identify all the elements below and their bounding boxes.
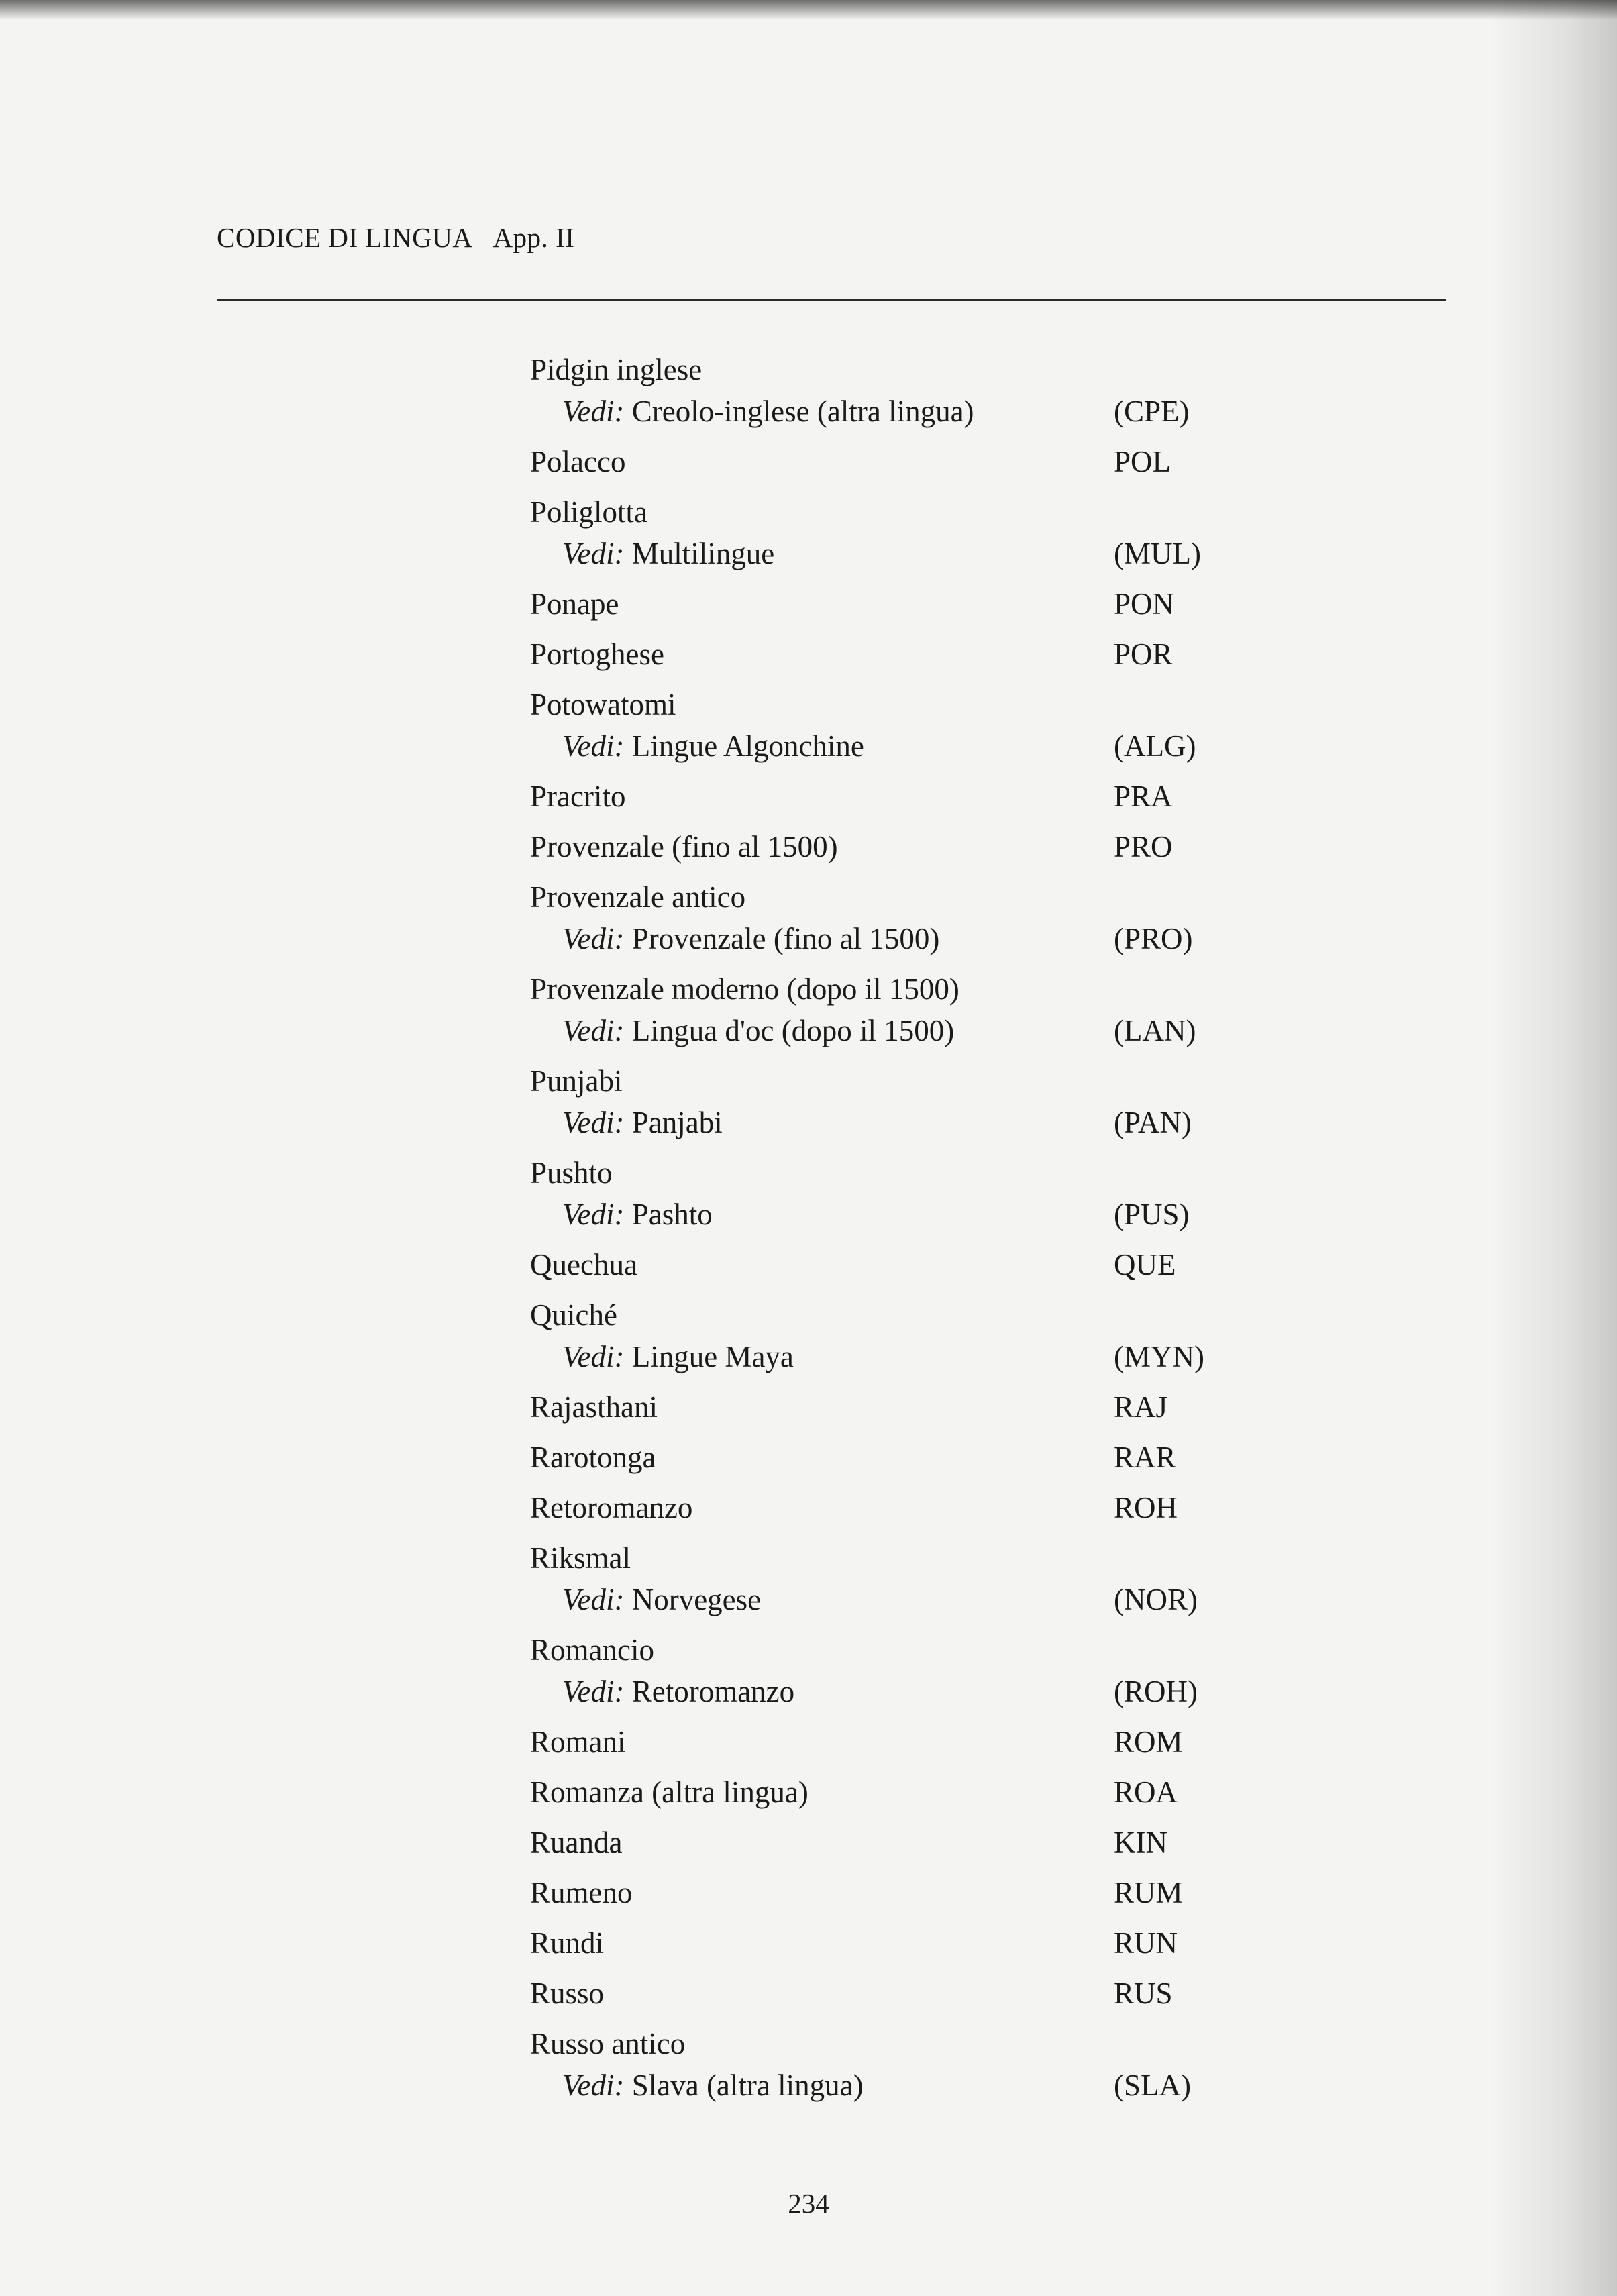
list-item [530, 1152, 1214, 1235]
see-reference: Norvegese [631, 1583, 762, 1616]
entry-term-line [530, 1152, 1214, 1194]
list-item [530, 1060, 1214, 1143]
entry-term: Retoromanzo [530, 1491, 693, 1524]
list-item [530, 1771, 1214, 1813]
list-item [530, 776, 1214, 817]
entry-code: POL [1114, 445, 1171, 478]
entry-term: Polacco [530, 445, 626, 478]
entry-term: Portoghese [530, 637, 664, 671]
see-reference: Pashto [631, 1198, 713, 1231]
entry-code: RUS [1114, 1977, 1173, 2010]
entry-code: KIN [1114, 1826, 1167, 1859]
entry-term: Pidgin inglese [530, 353, 702, 386]
entry-term: Rajasthani [530, 1390, 658, 1424]
entry-term-line [530, 1294, 1214, 1336]
see-reference-code: (NOR) [1114, 1583, 1198, 1616]
entry-term: Pracrito [530, 780, 626, 813]
list-item [530, 826, 1214, 868]
entry-term-line [530, 1922, 1214, 1964]
entry-term: Provenzale antico [530, 880, 746, 914]
see-reference-code: (ALG) [1114, 729, 1196, 763]
see-reference: Lingue Maya [631, 1340, 794, 1373]
page-edge-shadow [1490, 0, 1617, 2296]
entry-term: Romancio [530, 1633, 654, 1667]
entry-term-line [530, 349, 1214, 390]
entry-see-line [530, 725, 1214, 767]
entry-term-line [530, 1721, 1214, 1763]
entry-term: Ponape [530, 587, 619, 621]
list-item [530, 2023, 1214, 2106]
entry-see-line [530, 2065, 1214, 2106]
see-reference-code: (PUS) [1114, 1198, 1190, 1231]
see-reference-code: (ROH) [1114, 1675, 1198, 1708]
entry-term-line [530, 1973, 1214, 2014]
entry-term: Quechua [530, 1248, 637, 1282]
entry-see-line [530, 1194, 1214, 1235]
entry-term-line [530, 1629, 1214, 1671]
entry-see-line [530, 1102, 1214, 1143]
see-reference-code: (CPE) [1114, 395, 1190, 428]
entry-see-line [530, 533, 1214, 574]
entry-code: QUE [1114, 1248, 1176, 1282]
entry-term: Riksmal [530, 1541, 631, 1575]
header-section: App. II [492, 222, 575, 253]
entry-code: RUM [1114, 1876, 1183, 1910]
entry-see-line [530, 1671, 1214, 1712]
entry-code: ROM [1114, 1725, 1183, 1759]
entry-term: Russo [530, 1977, 605, 2010]
entry-term: Punjabi [530, 1064, 623, 1098]
list-item [530, 876, 1214, 959]
see-reference: Lingua d'oc (dopo il 1500) [631, 1014, 955, 1047]
entry-term-line [530, 968, 1214, 1010]
entry-code: RAJ [1114, 1390, 1168, 1424]
header-title: CODICE DI LINGUA [217, 222, 473, 253]
see-label: Vedi: [562, 2069, 625, 2102]
running-header [217, 221, 574, 254]
entry-term: Provenzale (fino al 1500) [530, 830, 838, 864]
see-label: Vedi: [562, 537, 625, 570]
entry-term-line [530, 876, 1214, 918]
see-reference-code: (MUL) [1114, 537, 1201, 570]
see-reference-code: (SLA) [1114, 2069, 1191, 2102]
entry-see-line [530, 1579, 1214, 1620]
list-item [530, 1386, 1214, 1428]
entry-term-line [530, 1437, 1214, 1478]
entry-term: Rarotonga [530, 1441, 656, 1474]
entry-term-line [530, 441, 1214, 482]
see-reference: Retoromanzo [631, 1675, 795, 1708]
entry-code: ROH [1114, 1491, 1178, 1524]
entry-term: Provenzale moderno (dopo il 1500) [530, 972, 959, 1006]
list-item [530, 1721, 1214, 1763]
see-reference: Provenzale (fino al 1500) [631, 922, 940, 955]
entry-term-line [530, 684, 1214, 725]
entry-term-line [530, 776, 1214, 817]
see-label: Vedi: [562, 1106, 625, 1139]
list-item [530, 968, 1214, 1051]
entry-term-line [530, 583, 1214, 625]
see-reference: Multilingue [631, 537, 775, 570]
entry-term-line [530, 1060, 1214, 1102]
page-number: 234 [788, 2188, 829, 2219]
list-item [530, 633, 1214, 675]
list-item [530, 1294, 1214, 1377]
see-label: Vedi: [562, 1014, 625, 1047]
entry-term-line [530, 1537, 1214, 1579]
entry-code: RUN [1114, 1926, 1178, 1960]
see-reference-code: (PAN) [1114, 1106, 1192, 1139]
entry-term-line [530, 633, 1214, 675]
see-label: Vedi: [562, 1340, 625, 1373]
entry-term-line [530, 1244, 1214, 1286]
entry-term-line [530, 1771, 1214, 1813]
entry-term: Poliglotta [530, 495, 648, 529]
see-label: Vedi: [562, 395, 625, 428]
list-item [530, 684, 1214, 767]
entry-term-line [530, 1872, 1214, 1914]
entry-see-line [530, 1010, 1214, 1051]
entry-code: ROA [1114, 1775, 1178, 1809]
list-item [530, 1437, 1214, 1478]
see-label: Vedi: [562, 1198, 625, 1231]
entry-see-line [530, 918, 1214, 959]
list-item [530, 1922, 1214, 1964]
see-reference: Creolo-inglese (altra lingua) [631, 395, 974, 428]
entry-code: PRA [1114, 780, 1173, 813]
entry-term: Pushto [530, 1156, 613, 1190]
see-reference: Lingue Algonchine [631, 729, 864, 763]
entry-term-line [530, 1386, 1214, 1428]
list-item [530, 1822, 1214, 1863]
list-item [530, 1244, 1214, 1286]
entry-term-line [530, 1487, 1214, 1528]
header-rule [217, 299, 1446, 301]
list-item [530, 1872, 1214, 1914]
see-reference-code: (PRO) [1114, 922, 1193, 955]
list-item [530, 441, 1214, 482]
entry-term-line [530, 826, 1214, 868]
list-item [530, 1629, 1214, 1712]
entry-term: Russo antico [530, 2027, 686, 2060]
see-label: Vedi: [562, 922, 625, 955]
list-item [530, 1973, 1214, 2014]
list-item [530, 349, 1214, 432]
see-reference: Slava (altra lingua) [631, 2069, 864, 2102]
see-label: Vedi: [562, 729, 625, 763]
entry-term: Romanza (altra lingua) [530, 1775, 808, 1809]
entry-term-line [530, 2023, 1214, 2065]
list-item [530, 1537, 1214, 1620]
entry-term-line [530, 491, 1214, 533]
entry-term: Rundi [530, 1926, 605, 1960]
see-label: Vedi: [562, 1675, 625, 1708]
scan-top-shadow [0, 0, 1617, 20]
entry-code: POR [1114, 637, 1173, 671]
see-label: Vedi: [562, 1583, 625, 1616]
entry-term: Quiché [530, 1298, 617, 1332]
list-item [530, 1487, 1214, 1528]
list-item [530, 583, 1214, 625]
entry-term: Potowatomi [530, 688, 676, 721]
see-reference-code: (LAN) [1114, 1014, 1196, 1047]
entry-term: Ruanda [530, 1826, 623, 1859]
entry-code: RAR [1114, 1441, 1176, 1474]
entry-term: Rumeno [530, 1876, 633, 1910]
entry-see-line [530, 390, 1214, 432]
entry-see-line [530, 1336, 1214, 1377]
entry-term-line [530, 1822, 1214, 1863]
list-item [530, 491, 1214, 574]
see-reference: Panjabi [631, 1106, 723, 1139]
entry-code: PRO [1114, 830, 1173, 864]
entry-code: PON [1114, 587, 1175, 621]
entry-term: Romani [530, 1725, 626, 1759]
see-reference-code: (MYN) [1114, 1340, 1204, 1373]
entry-list [530, 349, 1214, 2115]
